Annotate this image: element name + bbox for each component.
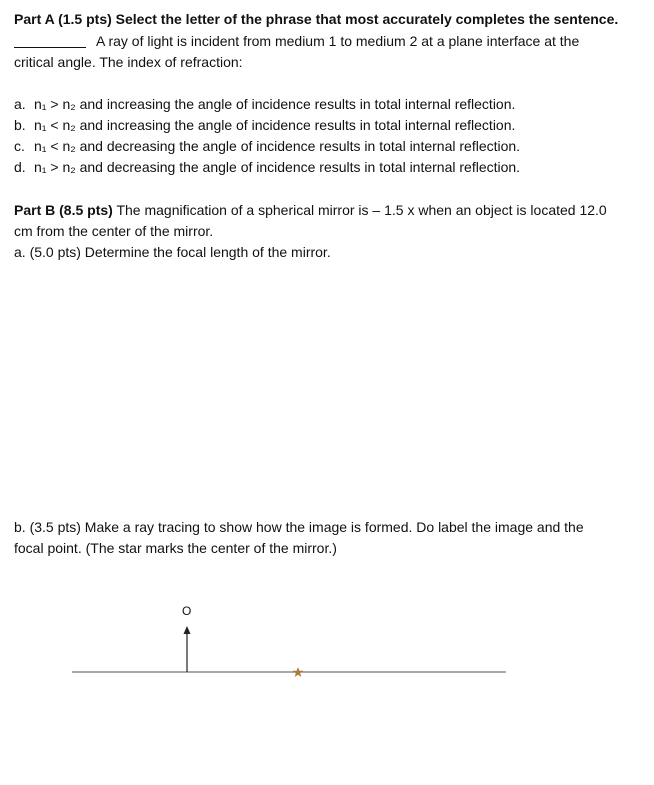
option-text: n₁ < n₂ and decreasing the angle of incidence results in total internal reflection. [34,138,521,154]
part-b-item-b-line2: focal point. (The star marks the center of the mirror.) [14,540,337,556]
option-letter: d. [14,159,26,175]
part-b-heading-line2: cm from the center of the mirror. [14,223,214,239]
part-b-heading-bold: Part B (8.5 pts) [14,202,113,218]
option-letter: c. [14,138,25,154]
option-letter: a. [14,96,26,112]
part-b-item-a: a. (5.0 pts) Determine the focal length of the mirror. [14,244,331,260]
center-star-icon [293,667,304,677]
part-b-item-b-line1: b. (3.5 pts) Make a ray tracing to show how the image is formed. Do label the image and the [14,519,584,535]
option-letter: b. [14,117,26,133]
option-text: n₁ > n₂ and decreasing the angle of incidence results in total internal reflection. [34,159,521,175]
part-b-heading-rest: The magnification of a spherical mirror is – 1.5 x when an object is located 12.0 [112,202,607,218]
object-arrow-head [184,626,191,634]
object-label: O [182,604,192,618]
question-text: A ray of light is incident from medium 1 to medium 2 at a plane interface at the [96,33,580,49]
option-text: n₁ < n₂ and increasing the angle of incidence results in total internal reflection. [34,117,516,133]
part-a-heading: Part A (1.5 pts) Select the letter of the phrase that most accurately completes the sentence. [14,11,619,27]
part-a-question-line2: critical angle. The index of refraction: [14,54,243,70]
option-text: n₁ > n₂ and increasing the angle of incidence results in total internal reflection. [34,96,516,112]
